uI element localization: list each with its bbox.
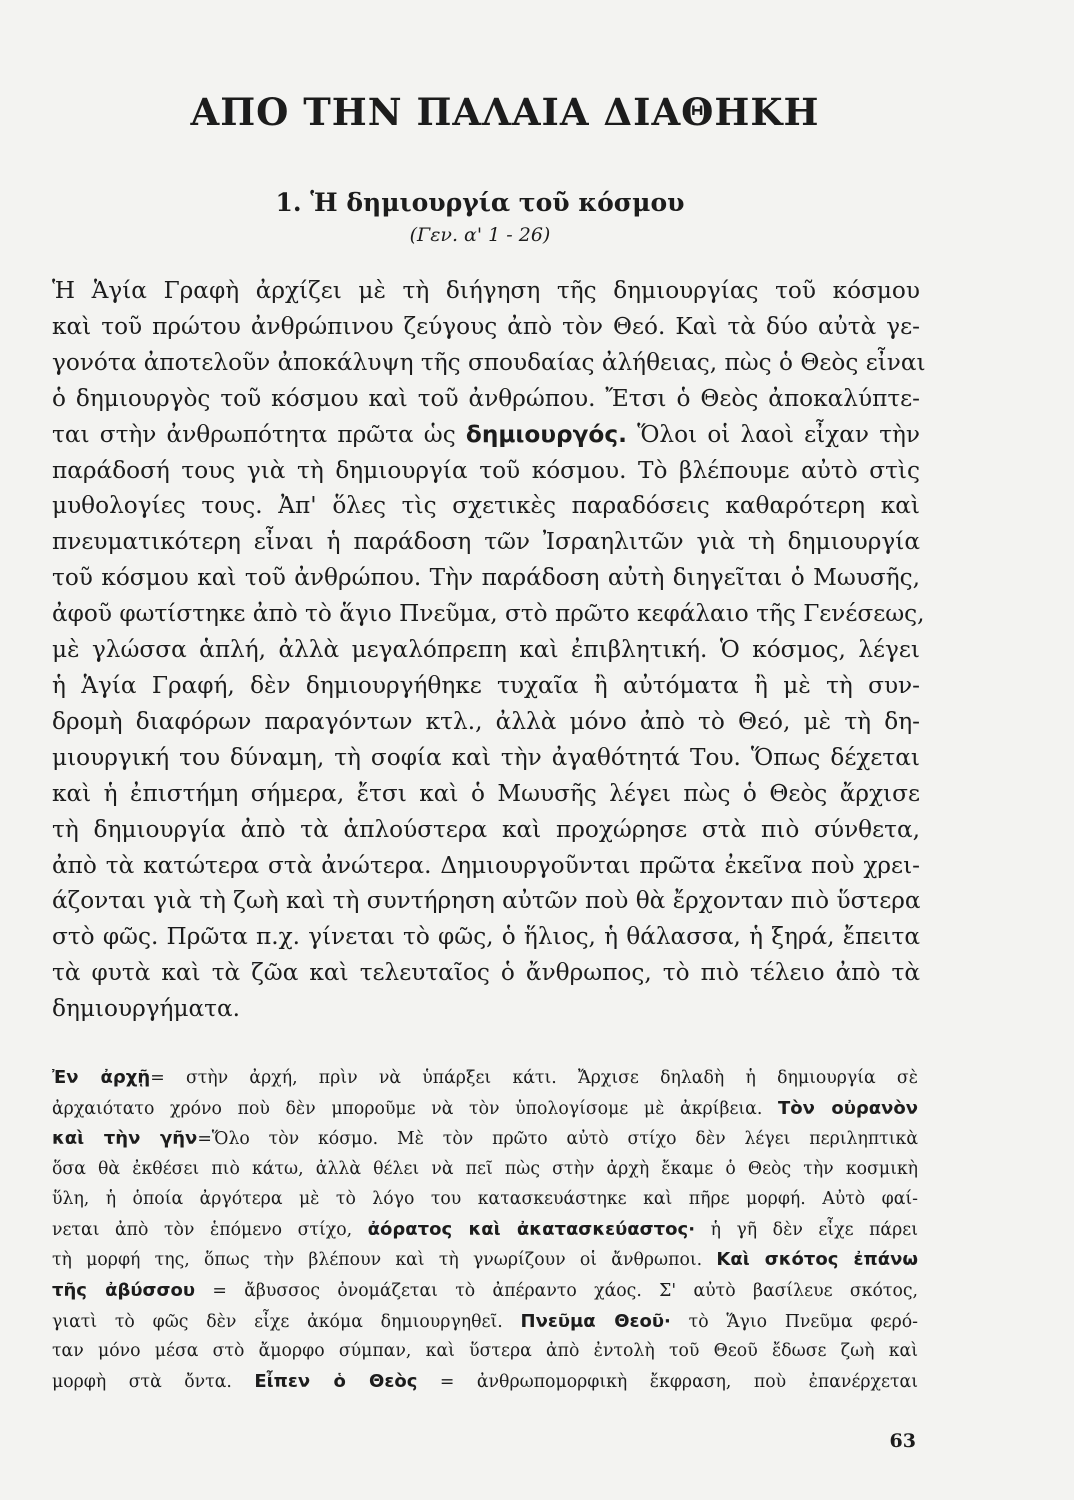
main-paragraph <box>52 273 926 1027</box>
note-text: ἀρχαιότατο χρόνο ποὺ δὲν μποροῦμε νὰ τὸν ὑπολογίσομε μὲ ἀκρίβεια. <box>52 1098 763 1119</box>
note-text: γιατὶ τὸ φῶς δὲν εἶχε ἀκόμα δημιουργηθεῖ. <box>52 1311 503 1332</box>
note-term: καὶ τὴν γῆν <box>52 1128 198 1150</box>
text-line: ἀπὸ τὰ κατώτερα στὰ ἀνώτερα. Δημιουργοῦνται πρῶτα ἐκεῖνα ποὺ χρει- <box>52 851 920 879</box>
note-line <box>52 1063 918 1094</box>
note-term: Πνεῦμα Θεοῦ· <box>520 1310 671 1332</box>
note-term: Ἐν ἀρχῇ <box>52 1067 151 1088</box>
note-line <box>52 1307 918 1338</box>
note-text: τὸ Ἅγιο Πνεῦμα φερό- <box>688 1311 918 1332</box>
note-term: ἀόρατος καὶ ἀκατασκεύαστος· <box>367 1218 696 1240</box>
note-text: = στὴν ἀρχή, πρὶν νὰ ὑπάρξει κάτι. Ἄρχισε δηλαδὴ ἡ δημιουργία σὲ <box>150 1068 919 1088</box>
scripture-reference: (Γεν. α' 1 - 26) <box>409 224 551 246</box>
text-line: ἡ Ἁγία Γραφή, δὲν δημιουργήθηκε τυχαῖα ἢ αὐτόματα ἢ μὲ τὴ συν- <box>52 671 920 699</box>
text-line: γονότα ἀποτελοῦν ἀποκάλυψη τῆς σπουδαίας ἀλήθειας, πὼς ὁ Θεὸς εἶναι <box>52 348 926 376</box>
text-line: μὲ γλώσσα ἁπλή, ἀλλὰ μεγαλόπρεπη καὶ ἐπιβλητική. Ὁ κόσμος, λέγει <box>52 636 920 664</box>
note-line <box>52 1094 918 1125</box>
note-term: Εἶπεν ὁ Θεὸς <box>254 1371 418 1393</box>
note-line: ὅσα θὰ ἐκθέσει πιὸ κάτω, ἀλλὰ θέλει νὰ πεῖ πὼς στὴν ἀρχὴ ἔκαμε ὁ Θεὸς τὴν κοσμικὴ <box>52 1159 918 1180</box>
text-line: τὴ δημιουργία ἀπὸ τὰ ἁπλούστερα καὶ προχώρησε στὰ πιὸ σύνθετα, <box>52 815 920 843</box>
note-line: ὕλη, ἡ ὁποία ἀργότερα μὲ τὸ λόγο του κατασκευάστηκε καὶ πῆρε μορφή. Αὐτὸ φαί- <box>52 1188 918 1209</box>
text-line: δρομὴ διαφόρων παραγόντων κτλ., ἀλλὰ μόνο ἀπὸ τὸ Θεό, μὲ τὴ δη- <box>52 707 920 735</box>
text-fragment: ται στὴν ἀνθρωπότητα πρῶτα ὡς <box>52 420 456 448</box>
text-line: στὸ φῶς. Πρῶτα π.χ. γίνεται τὸ φῶς, ὁ ἥλιος, ἡ θάλασσα, ἡ ξηρά, ἔπειτα <box>52 923 920 951</box>
text-line: ἀφοῦ φωτίστηκε ἀπὸ τὸ ἅγιο Πνεῦμα, στὸ πρῶτο κεφάλαιο τῆς Γενέσεως, <box>52 600 925 628</box>
text-line: μυθολογίες τους. Ἀπ' ὅλες τὶς σχετικὲς παραδόσεις καθαρότερη καὶ <box>52 492 920 520</box>
text-line: ὁ δημιουργὸς τοῦ κόσμου καὶ τοῦ ἀνθρώπου. Ἔτσι ὁ Θεὸς ἀποκαλύπτε- <box>52 384 920 412</box>
text-line: τοῦ κόσμου καὶ τοῦ ἀνθρώπου. Τὴν παράδοση αὐτὴ διηγεῖται ὁ Μωυσῆς, <box>52 564 920 592</box>
text-line: μιουργική του δύναμη, τὴ σοφία καὶ τὴν ἀγαθότητά Του. Ὅπως δέχεται <box>52 743 920 771</box>
note-term: Τὸν οὐρανὸν <box>778 1097 918 1119</box>
text-line <box>52 417 920 453</box>
note-line <box>52 1276 918 1307</box>
text-fragment: Ὅλοι οἱ λαοὶ εἶχαν τὴν <box>637 420 921 448</box>
commentary-notes <box>52 1063 918 1398</box>
note-text: =Ὅλο τὸν κόσμο. Μὲ τὸν πρῶτο αὐτὸ στίχο δὲν λέγει περιληπτικὰ <box>197 1129 918 1150</box>
text-line: παράδοσή τους γιὰ τὴ δημιουργία τοῦ κόσμου. Τὸ βλέπουμε αὐτὸ στὶς <box>52 456 920 484</box>
text-line: άζονται γιὰ τὴ ζωὴ καὶ τὴ συντήρηση αὐτῶν ποὺ θὰ ἔρχονταν πιὸ ὕστερα <box>52 887 921 915</box>
section-title: ΑΠΟ ΤΗΝ ΠΑΛΑΙΑ ΔΙΑΘΗΚΗ <box>190 90 820 134</box>
note-line <box>52 1367 918 1398</box>
note-text: μορφὴ στὰ ὄντα. <box>52 1372 232 1393</box>
page-number: 63 <box>889 1430 916 1452</box>
note-text: τὴ μορφή της, ὅπως τὴν βλέπουν καὶ τὴ γνωρίζουν οἱ ἄνθρωποι. <box>52 1250 703 1271</box>
text-line: πνευματικότερη εἶναι ἡ παράδοση τῶν Ἰσραηλιτῶν γιὰ τὴ δημιουργία <box>52 528 920 556</box>
text-line: καὶ ἡ ἐπιστήμη σήμερα, ἔτσι καὶ ὁ Μωυσῆς λέγει πὼς ὁ Θεὸς ἄρχισε <box>52 779 920 807</box>
note-term: τῆς ἀβύσσου <box>52 1279 196 1301</box>
note-text: ἡ γῆ δὲν εἶχε πάρει <box>710 1219 918 1240</box>
note-line <box>52 1245 918 1276</box>
note-line <box>52 1215 918 1246</box>
text-line: Ἡ Ἁγία Γραφὴ ἀρχίζει μὲ τὴ διήγηση τῆς δημιουργίας τοῦ κόσμου <box>52 277 920 304</box>
note-line <box>52 1124 918 1155</box>
emphasized-word: δημιουργός. <box>465 420 627 448</box>
text-line: τὰ φυτὰ καὶ τὰ ζῶα καὶ τελευταῖος ὁ ἄνθρωπος, τὸ πιὸ τέλειο ἀπὸ τὰ <box>52 959 920 987</box>
chapter-title: 1. Ἡ δημιουργία τοῦ κόσμου <box>275 188 685 217</box>
note-text: νεται ἀπὸ τὸν ἑπόμενο στίχο, <box>52 1219 353 1240</box>
text-line: καὶ τοῦ πρώτου ἀνθρώπινου ζεύγους ἀπὸ τὸν Θεό. Καὶ τὰ δύο αὐτὰ γε- <box>52 312 920 340</box>
note-line: ταν μόνο μέσα στὸ ἄμορφο σύμπαν, καὶ ὕστερα ἀπὸ ἐντολὴ τοῦ Θεοῦ ἔδωσε ζωὴ καὶ <box>52 1341 918 1362</box>
text-line: δημιουργήματα. <box>52 995 241 1023</box>
note-text: = ἄβυσσος ὀνομάζεται τὸ ἀπέραντο χάος. Σ' αὐτὸ βασίλευε σκότος, <box>212 1280 919 1301</box>
note-term: Καὶ σκότος ἐπάνω <box>716 1249 918 1271</box>
note-text: = ἀνθρωπομορφικὴ ἔκφραση, ποὺ ἐπανέρχεται <box>439 1372 918 1393</box>
